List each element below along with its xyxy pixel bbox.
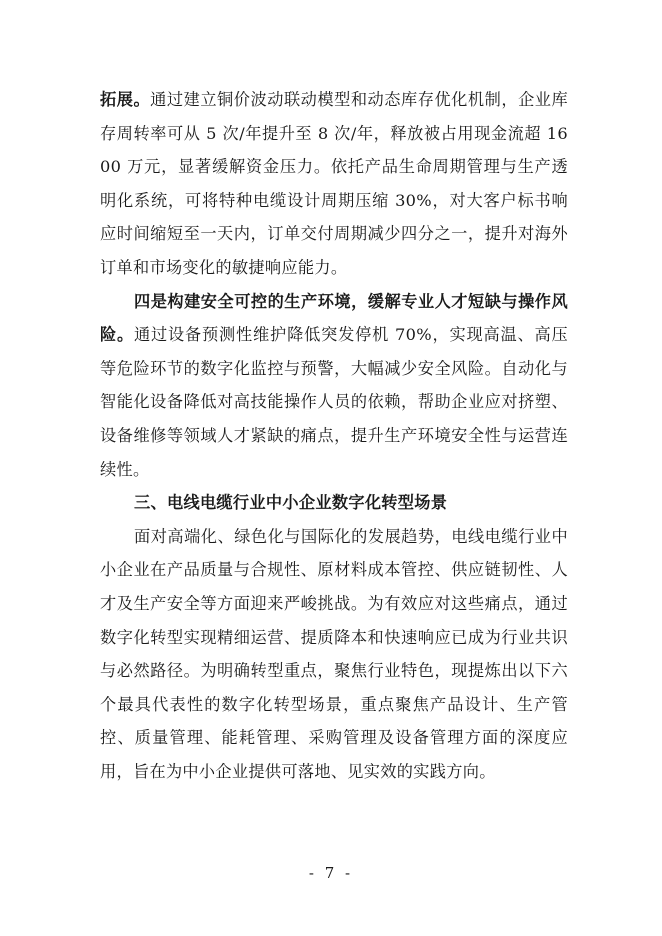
paragraph-lead-bold: 四是构建安全可控的生产环境，缓解专业人才短缺与操作风险。 — [100, 291, 568, 345]
paragraph-lead-bold: 拓展。 — [100, 90, 151, 109]
paragraph-text: 通过设备预测性维护降低突发停机 70%，实现高温、高压等危险环节的数字化监控与预警，大幅减少安全风险。自动化与智能化设备降低对高技能操作人员的依赖，帮助企业应对挤塑、设备维修等领域人才紧缺的痛点，提升生产环境安全性与运营连续性。 — [100, 325, 568, 479]
paragraph-text: 通过建立铜价波动联动模型和动态库存优化机制，企业库存周转率可从 5 次/年提升至 8 次/年，释放被占用现金流超 1600 万元，显著缓解资金压力。依托产品生命周期管理与生产透明化系统，可将特种电缆设计周期压缩 30%，对大客户标书响应时间缩短至一天内，订单交付周期减少四分之一，提升对海外订单和市场变化的敏捷响应能力。 — [100, 90, 568, 277]
document-body — [100, 83, 568, 788]
paragraph-scenarios-intro — [100, 520, 568, 789]
paragraph-text: 面对高端化、绿色化与国际化的发展趋势，电线电缆行业中小企业在产品质量与合规性、原材料成本管控、供应链韧性、人才及生产安全等方面迎来严峻挑战。为有效应对这些痛点，通过数字化转型实现精细运营、提质降本和快速响应已成为行业共识与必然路径。为明确转型重点，聚焦行业特色，现提炼出以下六个最具代表性的数字化转型场景，重点聚焦产品设计、生产管控、质量管理、能耗管理、采购管理及设备管理方面的深度应用，旨在为中小企业提供可落地、见实效的实践方向。 — [100, 526, 568, 781]
page-number: - 7 - — [308, 864, 354, 882]
paragraph-safety — [100, 285, 568, 487]
section-heading: 三、电线电缆行业中小企业数字化转型场景 — [134, 493, 448, 513]
paragraph-continuation — [100, 83, 568, 285]
